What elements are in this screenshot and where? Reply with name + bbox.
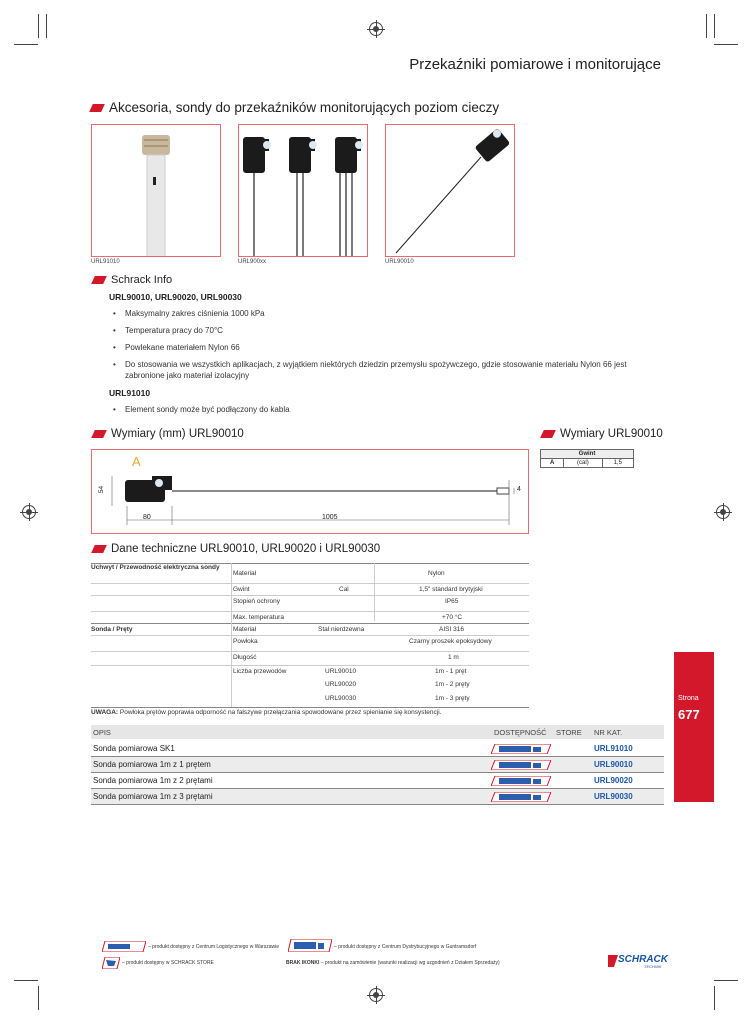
crop-mark (714, 44, 738, 45)
tech-sub: URL90020 (325, 681, 357, 688)
tech-note (91, 709, 441, 716)
schrack-logo (608, 953, 666, 969)
tech-value: 1 m (448, 654, 459, 661)
tech-param: Powłoka (233, 638, 258, 645)
product-photo-url900xx (238, 124, 368, 257)
tech-value: 1,5" standard brytyjski (419, 586, 483, 593)
tech-sub: URL90030 (325, 695, 357, 702)
product-photo-url91010 (91, 124, 221, 257)
table-row[interactable] (91, 789, 664, 805)
tech-value: Czarny proszek epoksydowy (409, 638, 492, 645)
dim-height: 54 (98, 485, 106, 494)
crop-mark (714, 980, 738, 981)
row-nr-link[interactable]: URL91010 (594, 744, 633, 753)
row-opis: Sonda pomiarowa 1m z 1 prętem (93, 760, 211, 769)
truck-icon (102, 941, 146, 952)
dim-diameter: 4 (517, 486, 521, 493)
bullet-icon (89, 104, 105, 112)
col-store: STORE (556, 728, 582, 737)
table-row (91, 611, 529, 623)
tech-value: +70 °C (442, 614, 463, 621)
tech-param: Materiał (233, 570, 257, 577)
dimensions-heading (93, 428, 244, 440)
dim-length: 1005 (322, 514, 338, 521)
table-row (91, 623, 529, 635)
note-text: Powłoka prętów poprawia odporność na fałszywe przełączania spowodowane przez spienianie się konsystencji. (119, 709, 442, 716)
legend-text: – produkt dostępny z Centrum Dystrybucyjnego w Guntramsdorf (334, 944, 477, 950)
col-opis: OPIS (93, 728, 111, 737)
legend-text-row (286, 960, 500, 966)
bullet-icon (91, 276, 107, 284)
crop-mark (14, 44, 38, 45)
note-label: UWAGA: (91, 709, 119, 716)
tech-value: Nylon (428, 570, 445, 577)
label-a: A (132, 454, 141, 469)
tech-value: 1m - 2 pręty (435, 681, 470, 688)
list-item: • Powlekane materiałem Nylon 66 (113, 342, 658, 353)
legend-text: – produkt dostępny z Centrum Logistycznego w Warszawie (148, 944, 279, 950)
section-heading-text: Akcesoria, sondy do przekaźników monitorujących poziom cieczy (109, 100, 500, 115)
schrack-info-heading-text: Schrack Info (111, 274, 173, 286)
tech-value: 1m - 3 pręty (435, 695, 470, 702)
col-dostepnosc: DOSTĘPNOŚĆ (494, 728, 547, 737)
gwint-row-label: A (541, 459, 564, 468)
dimension-drawing-icon (92, 450, 528, 533)
table-divider (374, 563, 375, 621)
row-nr-link[interactable]: URL90010 (594, 760, 633, 769)
probe-icon (92, 125, 221, 257)
table-divider (91, 707, 529, 708)
tech-data-heading (93, 543, 380, 555)
truck-icon (491, 744, 551, 754)
dimension-drawing (91, 449, 529, 534)
single-rod-probe-icon (386, 125, 515, 257)
crop-mark (706, 14, 707, 38)
list-item: • Element sondy może być podłączony do kabla (113, 404, 658, 415)
logo-sub: TECHNIK (644, 964, 662, 969)
list-item: • Maksymalny zakres ciśnienia 1000 kPa (113, 308, 658, 319)
registration-mark-icon (22, 505, 36, 519)
table-row (91, 651, 529, 663)
info-list (113, 404, 658, 421)
truck-icon (491, 792, 551, 802)
tech-sub: Stal nierdzewna (318, 626, 365, 633)
photo-caption: URL900xx (238, 259, 267, 265)
list-item: • Do stosowania we wszystkich aplikacjach, z wyjątkiem niektórych dziedzin przemysłu spożywczego, gdzie stosowanie materiału Nylon 66 jest zabronione jako materiał izolacyjny (113, 359, 658, 381)
legend-bold: BRAK IKONKI (286, 960, 320, 966)
page-number: 677 (678, 707, 700, 722)
table-row[interactable] (91, 741, 664, 757)
crop-mark (46, 14, 47, 38)
table-row (91, 635, 529, 647)
dimensions-heading-right-text: Wymiary URL90010 (560, 428, 663, 440)
table-row[interactable] (91, 773, 664, 789)
order-table-header (91, 725, 664, 739)
table-row (91, 665, 529, 677)
tech-group-label: Sonda / Pręty (91, 626, 133, 633)
product-photo-url90010 (385, 124, 515, 257)
tech-sub: Cal (339, 586, 349, 593)
table-row[interactable] (91, 757, 664, 773)
truck-icon (288, 939, 332, 952)
tech-param: Liczba przewodów (233, 668, 287, 675)
row-opis: Sonda pomiarowa 1m z 2 prętami (93, 776, 213, 785)
tech-group-label: Uchwyt / Przewodność elektryczna sondy (91, 564, 220, 571)
gwint-unit: (cal) (564, 459, 602, 468)
store-cart-icon (102, 957, 120, 969)
page-title: Przekaźniki pomiarowe i monitorujące (409, 56, 661, 73)
gwint-table (540, 449, 634, 468)
truck-icon (491, 776, 551, 786)
crop-mark (38, 986, 39, 1010)
page-number-tab (674, 652, 714, 802)
tech-param: Stopień ochrony (233, 598, 280, 605)
bullet-icon (540, 430, 556, 438)
dimensions-heading-right (542, 428, 663, 440)
gwint-value: 1,5 (602, 459, 633, 468)
list-item: • Temperatura pracy do 70°C (113, 325, 658, 336)
tech-data-heading-text: Dane techniczne URL90010, URL90020 i URL90030 (111, 543, 381, 555)
registration-mark-icon (369, 22, 383, 36)
bullet-icon (91, 545, 107, 553)
crop-mark (714, 986, 715, 1010)
gwint-header: Gwint (541, 450, 634, 459)
crop-mark (714, 14, 715, 38)
legend-text: – produkt dostępny w SCHRACK STORE (122, 960, 214, 966)
col-nr: NR KAT. (594, 728, 623, 737)
table-row (91, 583, 529, 595)
truck-icon (491, 760, 551, 770)
tech-value: AISI 316 (439, 626, 464, 633)
legend-text: – produkt na zamówienie (warunki realizacji wg uzgodnień z Działem Sprzedaży) (320, 960, 500, 966)
table-row (91, 679, 529, 691)
tech-param: Max. temperatura (233, 614, 284, 621)
crop-mark (14, 980, 38, 981)
schrack-info-heading (93, 274, 172, 286)
dim-body: 80 (143, 514, 151, 521)
page-label: Strona (678, 695, 699, 702)
tech-value: 1m - 1 pręt (435, 668, 467, 675)
row-nr-link[interactable]: URL90020 (594, 776, 633, 785)
table-row (91, 595, 529, 607)
registration-mark-icon (369, 988, 383, 1002)
table-row (91, 563, 529, 583)
info-group-title: URL91010 (109, 388, 151, 398)
tech-value: IP65 (445, 598, 459, 605)
registration-mark-icon (716, 505, 730, 519)
section-heading-accessories (91, 100, 499, 115)
tech-param: Długość (233, 654, 257, 661)
crop-mark (38, 14, 39, 38)
logo-text: SCHRACK (618, 954, 668, 965)
table-divider (231, 563, 232, 707)
tech-sub: URL90010 (325, 668, 357, 675)
info-list (113, 308, 658, 387)
row-nr-link[interactable]: URL90030 (594, 792, 633, 801)
photo-caption: URL90010 (385, 259, 414, 265)
table-row (91, 693, 529, 705)
tech-param: Materiał (233, 626, 257, 633)
rod-probes-icon (239, 125, 368, 257)
row-opis: Sonda pomiarowa SK1 (93, 744, 175, 753)
dimensions-heading-text: Wymiary (mm) URL90010 (111, 428, 244, 440)
tech-param: Gwint (233, 586, 250, 593)
bullet-icon (91, 430, 107, 438)
info-group-title: URL90010, URL90020, URL90030 (109, 292, 242, 302)
row-opis: Sonda pomiarowa 1m z 3 prętami (93, 792, 213, 801)
photo-caption: URL91010 (91, 259, 120, 265)
